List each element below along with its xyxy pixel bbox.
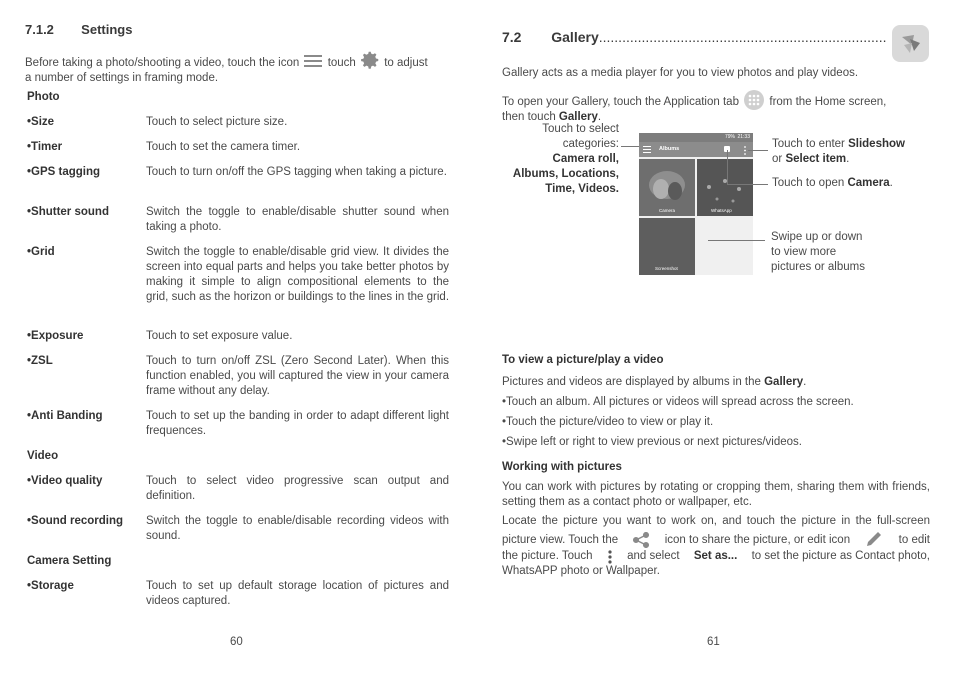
setting-term: • ZSL [27, 354, 53, 369]
gallery-open-instructions: To open your Gallery, touch the Application tab from the Home screen, then touch Gallery. [502, 90, 930, 125]
menu-icon [304, 55, 322, 67]
app-bar: Albums [639, 142, 753, 157]
settings-intro: Before taking a photo/shooting a video, touch the icon touch to adjust a number of settings in framing mode. [25, 49, 455, 86]
view-bullet: • Touch the picture/video to view or play it. [502, 415, 930, 430]
setting-desc: Touch to turn on/off ZSL (Zero Second Later). When this function enabled, you will captured the view in your camera frame without any delay. [146, 355, 449, 397]
view-bullet: • Swipe left or right to view previous or next pictures/videos. [502, 435, 930, 450]
setting-desc: Touch to set up default storage location of pictures and videos captured. [146, 580, 449, 607]
section-title: Settings [81, 22, 133, 37]
photo-heading: Photo [27, 91, 60, 103]
work-paragraph-2: Locate the picture you want to work on, and touch the picture in the full-screen picture view. Touch the icon to share the picture, or edit icon to edit the picture. Touch and select Set as... to set the picture as Contact photo, WhatsAPP photo or Wallpaper. [502, 515, 930, 577]
callout-line [748, 150, 768, 151]
callout-slideshow: Touch to enter Slideshow or Select item. [772, 138, 905, 165]
more-vertical-icon [607, 550, 613, 564]
setting-term: • GPS tagging [27, 165, 100, 180]
setting-desc: Touch to set the camera timer. [146, 141, 301, 153]
setting-term: • Size [27, 115, 54, 130]
setting-term: • Anti Banding [27, 409, 103, 424]
setting-desc: Switch the toggle to enable/disable shutter sound when taking a photo. [146, 206, 449, 233]
section-number: 7.1.2 [25, 22, 54, 37]
work-heading: Working with pictures [502, 461, 622, 473]
section-number: 7.2 [502, 30, 522, 45]
work-paragraph: You can work with pictures by rotating or cropping them, sharing them with friends, setting them as a contact photo or wallpaper, etc. [502, 481, 930, 508]
setting-term: • Shutter sound [27, 205, 109, 220]
view-heading: To view a picture/play a video [502, 354, 664, 366]
menu-icon[interactable] [643, 146, 651, 153]
view-paragraph: Pictures and videos are displayed by albums in the Gallery. [502, 376, 807, 388]
setting-term: • Storage [27, 579, 74, 594]
more-icon[interactable] [744, 145, 746, 154]
setting-term: • Timer [27, 140, 62, 155]
page-number-right: 61 [707, 636, 720, 648]
callout-camera: Touch to open Camera. [772, 177, 893, 189]
gear-icon [359, 49, 381, 69]
gallery-app-icon [892, 25, 929, 62]
callout-line [727, 150, 728, 185]
camera-setting-heading: Camera Setting [27, 555, 112, 567]
apps-grid-icon [744, 90, 764, 110]
section-title: Gallery [551, 30, 599, 45]
setting-desc: Touch to turn on/off the GPS tagging when taking a picture. [146, 166, 447, 178]
callout-line [727, 184, 768, 185]
setting-term: • Sound recording [27, 514, 123, 529]
setting-desc: Touch to set up the banding in order to adapt different light frequences. [146, 410, 449, 437]
callout-line [708, 240, 765, 241]
album-tile[interactable]: Screenshot [639, 218, 695, 275]
section-heading [25, 22, 132, 37]
setting-term: • Grid [27, 245, 55, 260]
setting-desc: Touch to set exposure value. [146, 330, 293, 342]
share-icon [632, 532, 650, 548]
setting-desc: Touch to select video progressive scan output and definition. [146, 475, 449, 502]
callout-categories: Touch to select categories: Camera roll, Albums, Locations, Time, Videos. [512, 123, 619, 195]
callout-swipe: Swipe up or down to view more pictures or albums [771, 231, 865, 273]
view-bullet: • Touch an album. All pictures or videos will spread across the screen. [502, 395, 930, 410]
setting-desc: Switch the toggle to enable/disable recording videos with sound. [146, 515, 449, 542]
page-number-left: 60 [230, 636, 243, 648]
album-tile[interactable]: Camera [639, 159, 695, 216]
gallery-heading: 7.2 Gallery.......................................................................... [502, 30, 887, 45]
setting-term: • Video quality [27, 474, 102, 489]
phone-screenshot [639, 133, 753, 275]
setting-desc: Switch the toggle to enable/disable grid view. It divides the screen into equal parts and helps you take better photos by making it simple to align compositional elements to the grid, such as the horizon or buildings to the lines in the grid. [146, 246, 450, 303]
status-bar: 21:33 79% [639, 133, 753, 142]
setting-desc: Touch to select picture size. [146, 116, 288, 128]
setting-term: • Exposure [27, 329, 83, 344]
gallery-intro: Gallery acts as a media player for you to view photos and play videos. [502, 67, 859, 79]
album-tile[interactable]: WhatsApp [697, 159, 753, 216]
pencil-icon [864, 531, 884, 549]
video-heading: Video [27, 450, 59, 462]
